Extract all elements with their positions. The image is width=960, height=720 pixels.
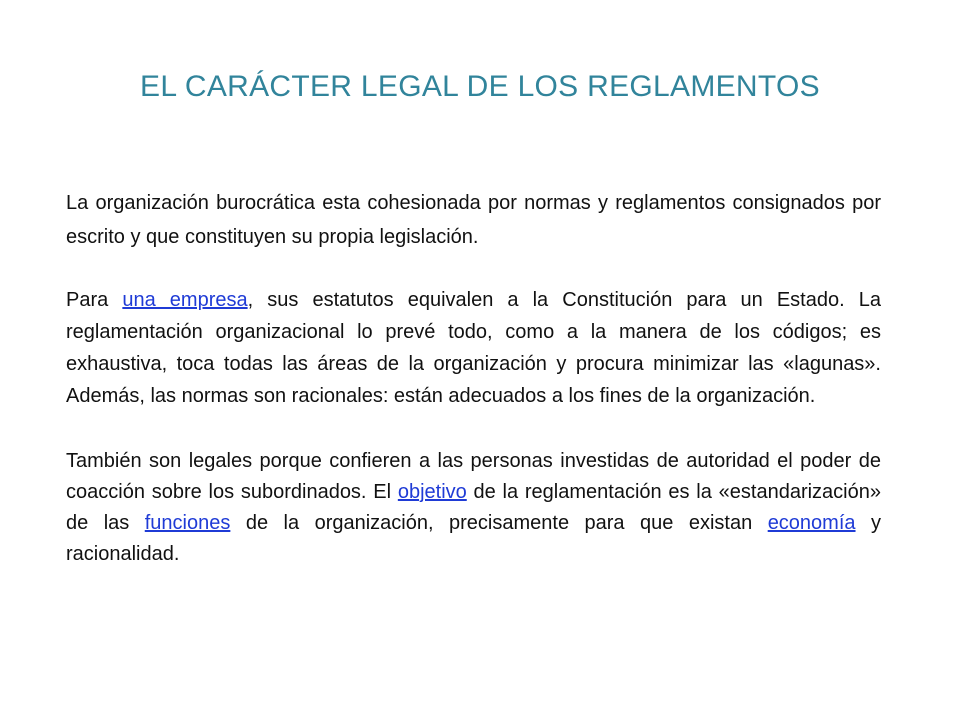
paragraph-3-text-4: y racionalidad. [66, 512, 881, 565]
paragraph-3-text-2: de la reglamentación es la «estandarización» de las [66, 481, 881, 534]
paragraph-3 [66, 446, 881, 570]
link-economia[interactable]: economía [767, 512, 856, 534]
link-funciones[interactable]: funciones [144, 512, 231, 534]
link-una-empresa[interactable]: una empresa [122, 289, 248, 311]
paragraph-3-text-1: También son legales porque confieren a las personas investidas de autoridad el poder de coacción sobre los subordinados. El [66, 450, 881, 503]
paragraph-2-text-1: Para [66, 289, 123, 311]
slide-body [66, 186, 881, 570]
paragraph-1: La organización burocrática esta cohesionada por normas y reglamentos consignados por escrito y que constituyen su propia legislación. [66, 192, 881, 248]
paragraph-2-text-2: , sus estatutos equivalen a la Constitución para un Estado. La reglamentación organizacional lo prevé todo, como a la manera de los códigos; es exhaustiva, toca todas las áreas de la organización y procura minimizar las «lagunas». Además, las normas son racionales: están adecuados a los fines de la organización. [66, 289, 881, 407]
slide-title: EL CARÁCTER LEGAL DE LOS REGLAMENTOS [140, 70, 820, 103]
paragraph-2 [66, 284, 881, 412]
paragraph-3-text-3: de la organización, precisamente para que existan [230, 512, 768, 534]
link-objetivo[interactable]: objetivo [397, 481, 467, 503]
